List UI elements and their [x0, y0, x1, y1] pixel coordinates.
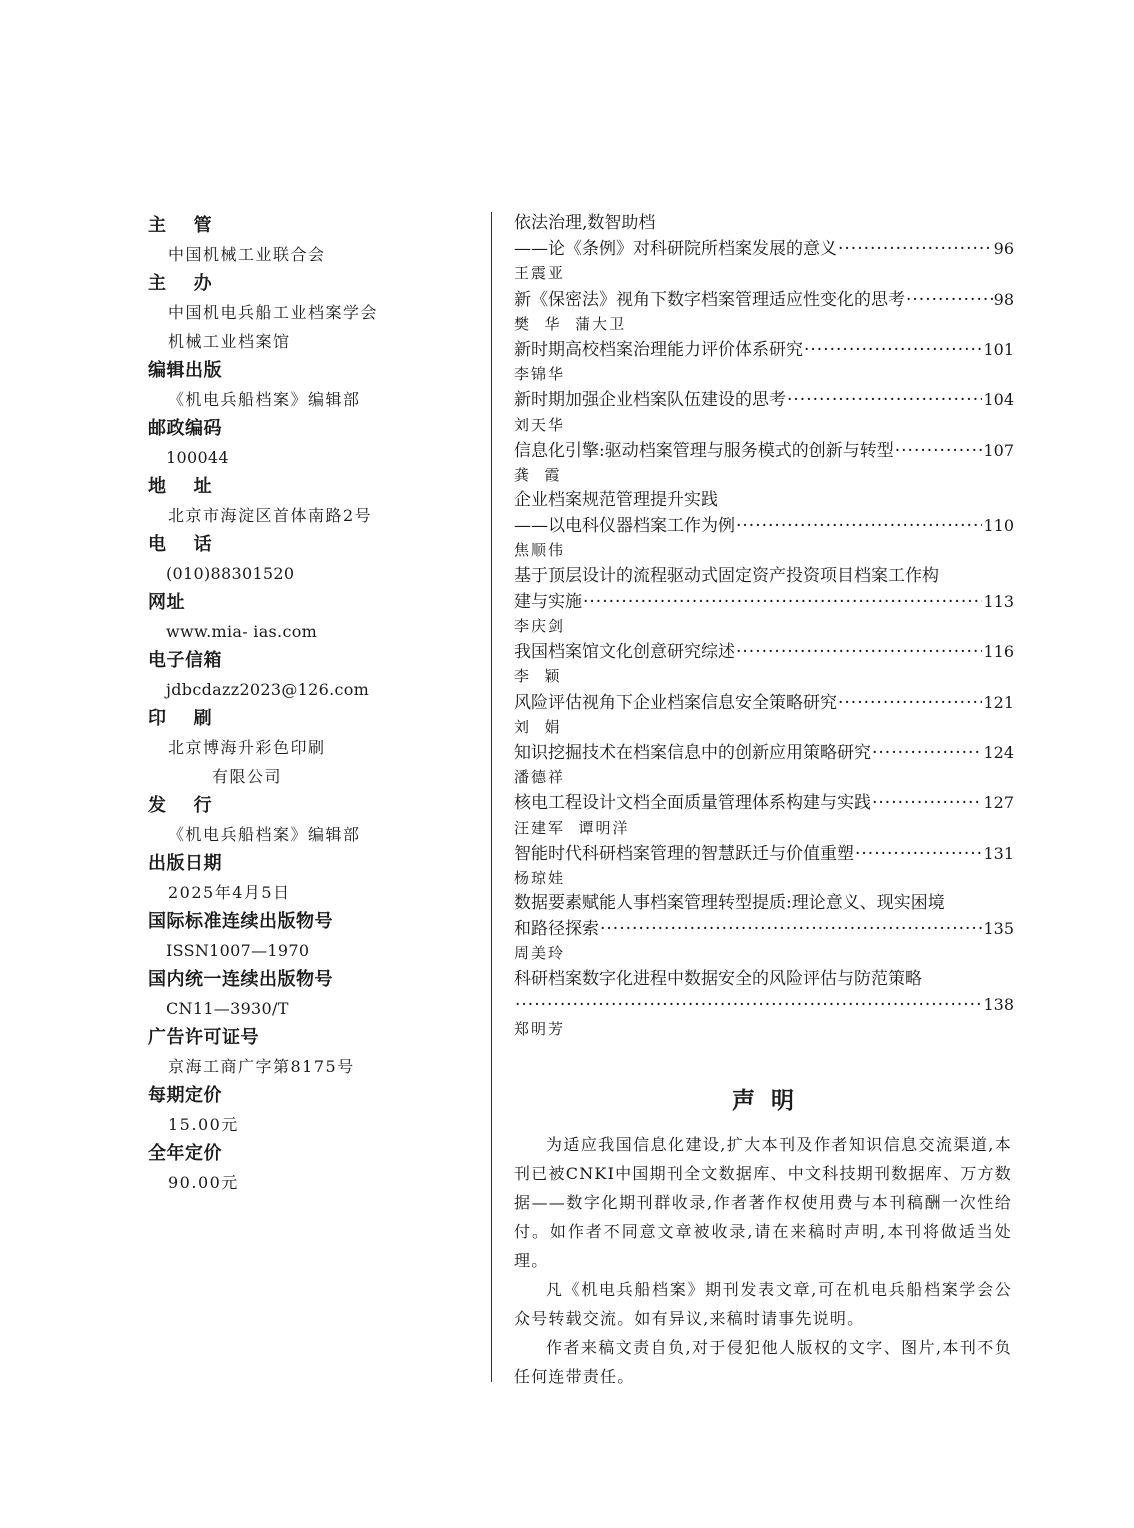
toc-page-number: 101: [983, 339, 1014, 359]
toc-entry: [514, 891, 1014, 967]
colophon-value: 京海工商广字第8175号: [168, 1057, 355, 1076]
colophon-field: [148, 356, 478, 414]
colophon-field: [148, 791, 478, 849]
toc-page-number: 96: [993, 239, 1014, 259]
dot-leader: [895, 439, 983, 463]
colophon-value: 《机电兵船档案》编辑部: [168, 390, 361, 409]
colophon-field: [148, 269, 478, 356]
toc-entry: [514, 211, 1014, 287]
toc-entry: [514, 967, 1014, 1043]
toc-entry: [514, 438, 1014, 488]
colophon-label: 地 址: [148, 476, 213, 497]
colophon-value: ISSN1007—1970: [166, 941, 310, 960]
dot-leader: [736, 640, 982, 664]
toc-title-line: [514, 639, 1014, 664]
toc-author: 汪建军 谭明洋: [514, 818, 630, 837]
colophon-label: 电子信箱: [148, 650, 222, 671]
toc-entry: [514, 287, 1014, 337]
toc-title-text: 我国档案馆文化创意研究综述: [514, 642, 735, 663]
dot-leader: [855, 842, 982, 866]
colophon-label: 电 话: [148, 534, 213, 555]
toc-title-text: ——以电科仪器档案工作为例: [514, 516, 735, 537]
dot-leader: [804, 338, 982, 362]
toc-title-line: [514, 690, 1014, 715]
colophon-label: 每期定价: [148, 1085, 222, 1106]
statement-paragraph: 为适应我国信息化建设,扩大本刊及作者知识信息交流渠道,本刊已被CNKI中国期刊全文数据库、中文科技期刊数据库、万方数据——数字化期刊群收录,作者著作权使用费与本刊稿酬一次性给付。如作者不同意文章被收录,请在来稿时声明,本刊将做适当处理。: [514, 1135, 1012, 1270]
toc-author: 周美玲: [514, 944, 566, 963]
toc-title-line: [514, 589, 1014, 614]
colophon-field: [148, 907, 478, 965]
dot-leader: [838, 691, 982, 715]
toc-title-text: 新时期加强企业档案队伍建设的思考: [514, 390, 786, 411]
colophon-value: 北京博海升彩色印刷: [168, 738, 326, 757]
colophon-value: www.mia- ias.com: [166, 622, 318, 641]
toc-page-number: 138: [983, 994, 1014, 1014]
dot-leader: [736, 514, 982, 538]
toc-page-number: 116: [983, 642, 1014, 662]
toc-entry: [514, 564, 1014, 640]
colophon-field: [148, 211, 478, 269]
toc-entry: [514, 387, 1014, 437]
toc-title-text: 风险评估视角下企业档案信息安全策略研究: [514, 692, 837, 713]
colophon-value: 《机电兵船档案》编辑部: [168, 825, 361, 844]
toc-title-line: [514, 790, 1014, 815]
toc-page-number: 104: [983, 390, 1014, 410]
colophon-label: 编辑出版: [148, 360, 222, 381]
toc-page-number: 98: [993, 289, 1014, 309]
toc-entry: [514, 337, 1014, 387]
toc-author: 李锦华: [514, 365, 566, 384]
toc-author: 郑明芳: [514, 1020, 566, 1038]
toc-page-number: 135: [983, 919, 1014, 939]
dot-leader: [872, 741, 982, 765]
colophon-label: 国际标准连续出版物号: [148, 911, 333, 932]
toc-entry: [514, 790, 1014, 840]
statement-paragraph: 作者来稿文责自负,对于侵犯他人版权的文字、图片,本刊不负任何连带责任。: [514, 1338, 1012, 1386]
statement-title: 声明: [732, 1088, 810, 1114]
toc-title-line: [514, 337, 1014, 362]
colophon-label: 印 刷: [148, 708, 213, 729]
toc-title-line: 基于顶层设计的流程驱动式固定资产投资项目档案工作构: [514, 565, 939, 586]
colophon-label: 主 管: [148, 215, 213, 236]
toc-page-number: 110: [983, 516, 1014, 536]
toc-title-text: ——论《条例》对科研院所档案发展的意义: [514, 239, 837, 260]
colophon-value: 2025年4月5日: [168, 883, 291, 902]
toc-title-text: 知识挖掘技术在档案信息中的创新应用策略研究: [514, 742, 871, 763]
dot-leader: [906, 288, 993, 312]
colophon-value: 15.00元: [168, 1115, 239, 1134]
colophon-label: 发 行: [148, 795, 213, 816]
toc-entry: [514, 639, 1014, 689]
toc-entry: [514, 740, 1014, 790]
colophon-field: [148, 704, 478, 791]
dot-leader: [583, 590, 982, 614]
toc-author: 王震亚: [514, 264, 566, 283]
table-of-contents: [514, 211, 1014, 1042]
column-divider: [491, 212, 492, 1382]
toc-page-number: 127: [983, 793, 1014, 813]
toc-title-text: 新时期高校档案治理能力评价体系研究: [514, 339, 803, 360]
toc-title-line: [514, 236, 1014, 261]
colophon-label: 网址: [148, 592, 185, 613]
toc-page-number: 121: [983, 692, 1014, 712]
toc-title-text: 和路径探索: [514, 919, 599, 940]
toc-entry: [514, 841, 1014, 891]
colophon-field: [148, 1081, 478, 1139]
colophon-label: 国内统一连续出版物号: [148, 969, 333, 990]
toc-title-text: 建与实施: [514, 591, 582, 612]
toc-title-line: [514, 287, 1014, 312]
toc-author: 焦顺伟: [514, 541, 566, 560]
toc-title-line: [514, 916, 1014, 941]
toc-title-line: [514, 387, 1014, 412]
dot-leader: [600, 917, 982, 941]
toc-title-line: 依法治理,数智助档: [514, 213, 656, 233]
toc-author: 龚 霞: [514, 465, 562, 484]
dot-leader: [515, 993, 982, 1017]
statement-paragraph: 凡《机电兵船档案》期刊发表文章,可在机电兵船档案学会公众号转载交流。如有异议,来稿时请事先说明。: [514, 1280, 1012, 1328]
colophon-field: [148, 1139, 478, 1197]
dot-leader: [787, 388, 982, 412]
dot-leader: [872, 791, 982, 815]
colophon-value: 中国机械工业联合会: [168, 245, 326, 264]
colophon-label: 邮政编码: [148, 418, 222, 439]
colophon-label: 全年定价: [148, 1143, 222, 1164]
colophon-label: 主 办: [148, 273, 213, 294]
colophon-field: [148, 472, 478, 530]
toc-title-text: 信息化引擎:驱动档案管理与服务模式的创新与转型: [514, 440, 894, 461]
colophon-value: CN11—3930/T: [166, 999, 289, 1018]
colophon-value: 有限公司: [212, 767, 283, 786]
toc-author: 潘德祥: [514, 768, 566, 787]
toc-author: 樊 华 蒲大卫: [514, 314, 627, 333]
colophon-field: [148, 1023, 478, 1081]
toc-title-text: 智能时代科研档案管理的智慧跃迁与价值重塑: [514, 843, 854, 864]
colophon-value: 100044: [166, 448, 229, 467]
toc-entry: [514, 690, 1014, 740]
colophon-field: [148, 414, 478, 472]
colophon-field: [148, 530, 478, 588]
toc-page-number: 131: [983, 843, 1014, 863]
dot-leader: [838, 237, 993, 261]
colophon-value: 北京市海淀区首体南路2号: [168, 506, 373, 525]
toc-title-line: 企业档案规范管理提升实践: [514, 490, 718, 511]
toc-title-line: 数据要素赋能人事档案管理转型提质:理论意义、现实困境: [514, 893, 945, 914]
colophon-field: [148, 646, 478, 704]
toc-page-number: 113: [983, 591, 1014, 611]
toc-title-text: 核电工程设计文档全面质量管理体系构建与实践: [514, 793, 871, 814]
colophon: [148, 211, 478, 1197]
toc-page-number: 124: [983, 742, 1014, 762]
toc-author: 杨琼娃: [514, 868, 566, 887]
toc-title-line: [514, 740, 1014, 765]
colophon-value: 90.00元: [168, 1173, 239, 1192]
toc-author: 李庆剑: [514, 617, 566, 635]
toc-title-line: [514, 992, 1014, 1017]
colophon-label: 广告许可证号: [148, 1027, 259, 1048]
toc-title-line: [514, 513, 1014, 538]
colophon-value: jdbcdazz2023@126.com: [166, 680, 370, 699]
colophon-field: [148, 849, 478, 907]
toc-entry: [514, 488, 1014, 564]
toc-author: 李 颖: [514, 667, 562, 686]
toc-author: 刘天华: [514, 415, 566, 434]
colophon-field: [148, 965, 478, 1023]
toc-title-line: [514, 841, 1014, 866]
colophon-value: 机械工业档案馆: [168, 332, 291, 351]
toc-page-number: 107: [983, 440, 1014, 460]
colophon-field: [148, 588, 478, 646]
statement-section: [514, 1083, 1012, 1391]
toc-author: 刘 娟: [514, 717, 562, 736]
toc-title-text: 新《保密法》视角下数字档案管理适应性变化的思考: [514, 289, 905, 310]
colophon-value: (010)88301520: [166, 564, 295, 583]
colophon-label: 出版日期: [148, 853, 222, 874]
toc-title-line: 科研档案数字化进程中数据安全的风险评估与防范策略: [514, 968, 922, 989]
toc-title-line: [514, 438, 1014, 463]
colophon-value: 中国机电兵船工业档案学会: [168, 303, 379, 322]
